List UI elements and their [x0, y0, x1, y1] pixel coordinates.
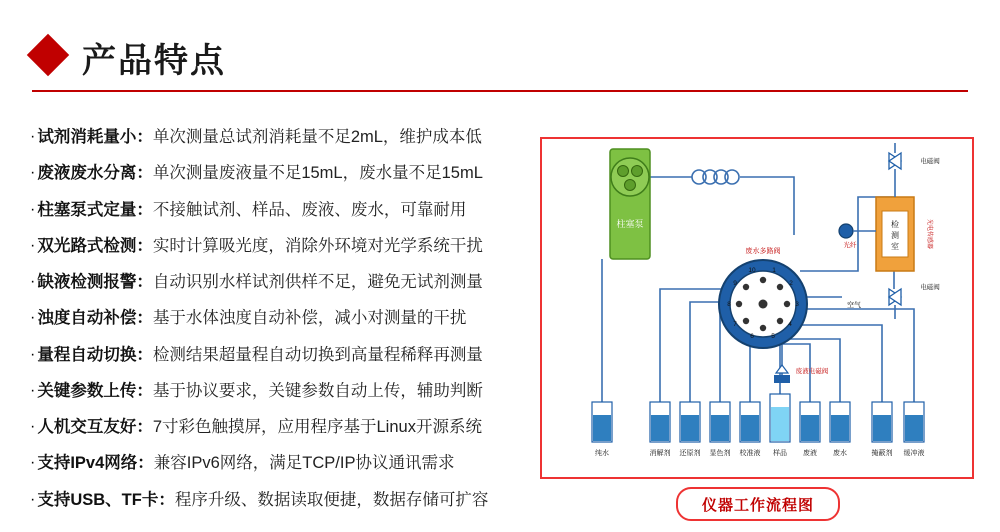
feature-label: 浊度自动补偿：	[37, 309, 153, 328]
svg-text:3: 3	[795, 301, 799, 308]
bottle-label: 纯水	[595, 450, 609, 457]
svg-text:6: 6	[750, 333, 754, 340]
svg-text:10: 10	[748, 267, 756, 274]
diagram-caption: 仪器工作流程图	[676, 487, 840, 521]
feature-label: 试剂消耗量小：	[37, 128, 153, 146]
bottle-label: 废水	[833, 450, 847, 457]
bottle-label: 缓冲液	[903, 450, 925, 457]
valve-top-icon	[889, 143, 901, 197]
bottle-label: 掩蔽剂	[871, 450, 893, 457]
list-item	[30, 271, 550, 293]
list-item	[30, 199, 550, 221]
header-divider	[32, 90, 968, 92]
air-label: 空气	[847, 302, 861, 309]
light-source-icon	[839, 224, 853, 238]
fiber-label: 光纤	[843, 242, 857, 249]
bottle-label: 消解剂	[649, 450, 671, 457]
feature-label: 量程自动切换：	[37, 345, 153, 364]
feature-text: 7寸彩色触摸屏，应用程序基于Linux开源系统	[152, 418, 482, 437]
feature-label: 支持USB、TF卡：	[37, 490, 175, 509]
bullet-icon: ·	[30, 454, 36, 472]
list-item	[30, 344, 550, 366]
multiway-valve-label: 废水多路阀	[745, 248, 781, 255]
bullet-icon: ·	[30, 309, 36, 327]
svg-text:8: 8	[727, 301, 731, 308]
bullet-icon: ·	[30, 200, 36, 218]
bullet-icon: ·	[30, 273, 36, 291]
feature-text: 基于水体浊度自动补偿，减小对测量的干扰	[152, 309, 467, 328]
detector-label-3: 室	[891, 242, 899, 251]
feature-label: 双光路式检测：	[37, 236, 153, 255]
piston-pump-label: 柱塞泵	[616, 219, 644, 229]
list-item	[30, 126, 550, 148]
svg-text:4: 4	[788, 321, 792, 328]
svg-text:9: 9	[733, 280, 737, 287]
list-item	[30, 452, 550, 474]
list-item	[30, 162, 550, 184]
coil-icon	[692, 170, 739, 184]
bullet-icon: ·	[30, 345, 36, 363]
bottle-label: 废液	[803, 450, 817, 457]
feature-label: 缺液检测报警：	[37, 273, 153, 292]
feature-text: 基于协议要求，关键参数自动上传，辅助判断	[152, 381, 483, 400]
feature-text: 单次测量废液量不足15mL，废水量不足15mL	[152, 164, 483, 183]
feature-text: 实时计算吸光度，消除外环境对光学系统干扰	[152, 236, 483, 255]
bottle-label: 样品	[773, 450, 787, 457]
feature-text: 单次测量总试剂消耗量不足2mL，维护成本低	[152, 128, 482, 146]
feature-label: 废液废水分离：	[37, 164, 153, 183]
svg-text:7: 7	[733, 321, 737, 328]
feature-text: 自动识别水样试剂供样不足，避免无试剂测量	[152, 273, 483, 292]
instrument-flow-diagram	[540, 137, 974, 479]
svg-text:5: 5	[771, 333, 775, 340]
feature-text: 兼容IPv6网络，满足TCP/IP协议通讯需求	[153, 454, 455, 473]
waste-valve-label: 废液电磁阀	[795, 368, 829, 375]
feature-label: 柱塞泵式定量：	[37, 200, 153, 219]
bottle-label: 校准液	[739, 450, 761, 457]
valve-bottom-icon	[889, 289, 901, 319]
bullet-icon: ·	[30, 164, 36, 182]
svg-text:2: 2	[789, 280, 793, 287]
list-item	[30, 307, 550, 329]
bottle-group	[592, 394, 925, 457]
bullet-icon: ·	[30, 418, 36, 436]
feature-label: 关键参数上传：	[37, 381, 153, 400]
page-header	[0, 0, 1000, 96]
feature-label: 支持IPv4网络：	[37, 454, 154, 473]
bottle-label: 还原剂	[679, 450, 701, 457]
list-item	[30, 489, 550, 511]
bullet-icon: ·	[30, 128, 36, 145]
list-item	[30, 380, 550, 402]
bullet-icon: ·	[30, 490, 36, 508]
feature-list	[30, 126, 550, 525]
bottle-label: 显色剂	[709, 450, 731, 457]
feature-text: 检测结果超量程自动切换到高量程稀释再测量	[152, 345, 483, 364]
list-item	[30, 235, 550, 257]
valve-top-label: 电磁阀	[920, 158, 940, 165]
detector-label-2: 测	[891, 231, 899, 240]
flow-diagram-svg	[542, 139, 968, 473]
feature-text: 不接触试剂、样品、废液、废水，可靠耐用	[152, 200, 467, 219]
detector-label-1: 检	[891, 220, 899, 229]
page-title: 产品特点	[82, 42, 226, 80]
valve-bottom-label: 电磁阀	[920, 284, 940, 291]
list-item	[30, 416, 550, 438]
svg-text:1: 1	[772, 267, 776, 274]
feature-label: 人机交互友好：	[37, 418, 153, 437]
diamond-bullet-icon	[27, 34, 69, 76]
photo-sensor-label: 光电传感器	[926, 218, 932, 250]
bullet-icon: ·	[30, 236, 36, 254]
feature-text: 程序升级、数据读取便捷，数据存储可扩容	[174, 490, 489, 509]
bullet-icon: ·	[30, 381, 36, 399]
